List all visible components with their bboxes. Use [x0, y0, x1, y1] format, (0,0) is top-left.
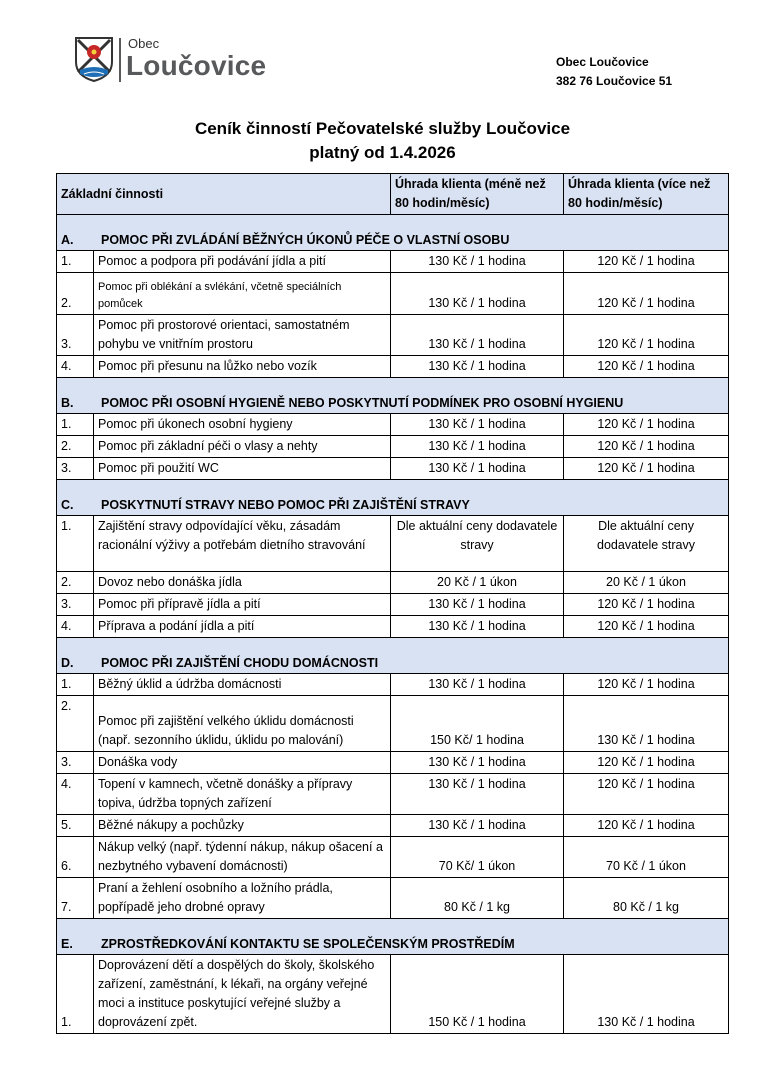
- section-header-row: [57, 480, 729, 516]
- section-header: [57, 638, 729, 674]
- activity-name: Pomoc při úkonech osobní hygieny: [94, 414, 391, 436]
- table-row: [57, 436, 729, 458]
- price-over-80: 130 Kč / 1 hodina: [564, 696, 729, 752]
- price-over-80: 120 Kč / 1 hodina: [564, 458, 729, 480]
- price-under-80: Dle aktuální ceny dodavatele stravy: [391, 516, 564, 572]
- activity-name: Pomoc při prostorové orientaci, samostatném pohybu ve vnitřním prostoru: [94, 315, 391, 356]
- section-header-row: [57, 919, 729, 955]
- section-header-row: [57, 638, 729, 674]
- price-over-80: 120 Kč / 1 hodina: [564, 273, 729, 315]
- price-over-80: 120 Kč / 1 hodina: [564, 414, 729, 436]
- activity-name: Dovoz nebo donáška jídla: [94, 572, 391, 594]
- price-under-80: 130 Kč / 1 hodina: [391, 616, 564, 638]
- row-number: 1.: [57, 674, 94, 696]
- row-number: 1.: [57, 516, 94, 572]
- price-over-80: 120 Kč / 1 hodina: [564, 356, 729, 378]
- price-over-80: 120 Kč / 1 hodina: [564, 436, 729, 458]
- row-number: 2.: [57, 273, 94, 315]
- row-number: 3.: [57, 458, 94, 480]
- section-header-row: [57, 215, 729, 251]
- activity-name: Praní a žehlení osobního a ložního prádla, popřípadě jeho drobné opravy: [94, 878, 391, 919]
- table-row: [57, 696, 729, 752]
- activity-name: Běžný úklid a údržba domácnosti: [94, 674, 391, 696]
- price-over-80: Dle aktuální ceny dodavatele stravy: [564, 516, 729, 572]
- price-over-80: 80 Kč / 1 kg: [564, 878, 729, 919]
- logo-obec: Obec: [128, 36, 160, 51]
- row-number: 3.: [57, 752, 94, 774]
- table-row: [57, 774, 729, 815]
- price-under-80: 130 Kč / 1 hodina: [391, 414, 564, 436]
- section-letter: C.: [61, 498, 74, 512]
- table-row: [57, 356, 729, 378]
- section-letter: D.: [61, 656, 74, 670]
- price-over-80: 120 Kč / 1 hodina: [564, 674, 729, 696]
- price-under-80: 130 Kč / 1 hodina: [391, 315, 564, 356]
- title-line-1: Ceník činností Pečovatelské služby Loučovice: [194, 119, 571, 138]
- price-under-80: 130 Kč / 1 hodina: [391, 774, 564, 815]
- price-under-80: 150 Kč/ 1 hodina: [391, 696, 564, 752]
- address-block: [556, 53, 672, 91]
- price-over-80: 120 Kč / 1 hodina: [564, 315, 729, 356]
- section-header: [57, 480, 729, 516]
- header-price-under-80: Úhrada klienta (méně než 80 hodin/měsíc): [391, 174, 564, 215]
- row-number: 1.: [57, 414, 94, 436]
- activity-name: Zajištění stravy odpovídající věku, zásadám racionální výživy a potřebám dietního stravování: [94, 516, 391, 572]
- table-row: [57, 815, 729, 837]
- row-number: 1.: [57, 955, 94, 1034]
- row-number: 4.: [57, 616, 94, 638]
- row-number: 4.: [57, 774, 94, 815]
- table-row: [57, 516, 729, 572]
- row-number: 7.: [57, 878, 94, 919]
- table-row: [57, 273, 729, 315]
- address-line-2: 382 76 Loučovice 51: [556, 74, 673, 88]
- table-header-row: [57, 174, 729, 215]
- table-row: [57, 616, 729, 638]
- price-under-80: 130 Kč / 1 hodina: [391, 674, 564, 696]
- row-number: 2.: [57, 696, 94, 752]
- coat-of-arms-icon: [74, 36, 114, 82]
- table-row: [57, 458, 729, 480]
- activity-name: Běžné nákupy a pochůzky: [94, 815, 391, 837]
- row-number: 1.: [57, 251, 94, 273]
- price-under-80: 130 Kč / 1 hodina: [391, 458, 564, 480]
- price-under-80: 20 Kč / 1 úkon: [391, 572, 564, 594]
- section-title: POMOC PŘI OSOBNÍ HYGIENĚ NEBO POSKYTNUTÍ PODMÍNEK PRO OSOBNÍ HYGIENU: [101, 396, 624, 410]
- row-number: 2.: [57, 572, 94, 594]
- activity-name: Pomoc při zajištění velkého úklidu domácnosti (např. sezonního úklidu, úklidu po malování): [94, 696, 391, 752]
- price-under-80: 130 Kč / 1 hodina: [391, 815, 564, 837]
- document-title: [0, 117, 765, 165]
- price-over-80: 120 Kč / 1 hodina: [564, 774, 729, 815]
- header-activities: Základní činnosti: [57, 174, 391, 215]
- section-header-row: [57, 378, 729, 414]
- table-row: [57, 955, 729, 1034]
- table-row: [57, 315, 729, 356]
- section-letter: A.: [61, 233, 74, 247]
- table-row: [57, 572, 729, 594]
- row-number: 4.: [57, 356, 94, 378]
- activity-name: Doprovázení dětí a dospělých do školy, školského zařízení, zaměstnání, k lékaři, na orgány veřejné moci a instituce poskytující veřejné služby a doprovázení zpět.: [94, 955, 391, 1034]
- address-line-1: Obec Loučovice: [556, 55, 649, 69]
- row-number: 3.: [57, 315, 94, 356]
- section-title: POMOC PŘI ZAJIŠTĚNÍ CHODU DOMÁCNOSTI: [101, 656, 379, 670]
- price-over-80: 120 Kč / 1 hodina: [564, 616, 729, 638]
- price-over-80: 130 Kč / 1 hodina: [564, 955, 729, 1034]
- header-price-over-80: Úhrada klienta (více než 80 hodin/měsíc): [564, 174, 729, 215]
- price-under-80: 130 Kč / 1 hodina: [391, 594, 564, 616]
- section-title: ZPROSTŘEDKOVÁNÍ KONTAKTU SE SPOLEČENSKÝM PROSTŘEDÍM: [101, 937, 515, 951]
- row-number: 2.: [57, 436, 94, 458]
- table-row: [57, 674, 729, 696]
- section-letter: B.: [61, 396, 74, 410]
- activity-name: Pomoc při základní péči o vlasy a nehty: [94, 436, 391, 458]
- logo-divider: [119, 38, 121, 82]
- activity-name: Pomoc při oblékání a svlékání, včetně speciálních pomůcek: [94, 273, 391, 315]
- price-table: [56, 173, 729, 1034]
- row-number: 6.: [57, 837, 94, 878]
- activity-name: Pomoc při použití WC: [94, 458, 391, 480]
- price-under-80: 130 Kč / 1 hodina: [391, 752, 564, 774]
- table-row: [57, 594, 729, 616]
- row-number: 5.: [57, 815, 94, 837]
- activity-name: Pomoc při přípravě jídla a pití: [94, 594, 391, 616]
- price-over-80: 120 Kč / 1 hodina: [564, 251, 729, 273]
- table-row: [57, 414, 729, 436]
- title-line-2: platný od 1.4.2026: [309, 143, 456, 162]
- activity-name: Pomoc a podpora při podávání jídla a pití: [94, 251, 391, 273]
- section-title: POMOC PŘI ZVLÁDÁNÍ BĚŽNÝCH ÚKONŮ PÉČE O VLASTNÍ OSOBU: [101, 233, 510, 247]
- row-number: 3.: [57, 594, 94, 616]
- price-under-80: 80 Kč / 1 kg: [391, 878, 564, 919]
- price-under-80: 130 Kč / 1 hodina: [391, 251, 564, 273]
- activity-name: Příprava a podání jídla a pití: [94, 616, 391, 638]
- section-letter: E.: [61, 937, 73, 951]
- section-title: POSKYTNUTÍ STRAVY NEBO POMOC PŘI ZAJIŠTĚNÍ STRAVY: [101, 498, 470, 512]
- price-over-80: 120 Kč / 1 hodina: [564, 594, 729, 616]
- section-header: [57, 919, 729, 955]
- price-over-80: 20 Kč / 1 úkon: [564, 572, 729, 594]
- price-under-80: 130 Kč / 1 hodina: [391, 356, 564, 378]
- section-header: [57, 215, 729, 251]
- table-row: [57, 878, 729, 919]
- price-over-80: 120 Kč / 1 hodina: [564, 752, 729, 774]
- price-under-80: 130 Kč / 1 hodina: [391, 436, 564, 458]
- activity-name: Nákup velký (např. týdenní nákup, nákup ošacení a nezbytného vybavení domácnosti): [94, 837, 391, 878]
- price-under-80: 70 Kč/ 1 úkon: [391, 837, 564, 878]
- municipality-logo: [74, 36, 314, 88]
- activity-name: Pomoc při přesunu na lůžko nebo vozík: [94, 356, 391, 378]
- table-row: [57, 752, 729, 774]
- section-header: [57, 378, 729, 414]
- logo-name: Loučovice: [126, 50, 267, 81]
- activity-name: Topení v kamnech, včetně donášky a přípravy topiva, údržba topných zařízení: [94, 774, 391, 815]
- price-over-80: 120 Kč / 1 hodina: [564, 815, 729, 837]
- price-under-80: 150 Kč / 1 hodina: [391, 955, 564, 1034]
- activity-name: Donáška vody: [94, 752, 391, 774]
- table-row: [57, 837, 729, 878]
- table-row: [57, 251, 729, 273]
- price-under-80: 130 Kč / 1 hodina: [391, 273, 564, 315]
- price-over-80: 70 Kč / 1 úkon: [564, 837, 729, 878]
